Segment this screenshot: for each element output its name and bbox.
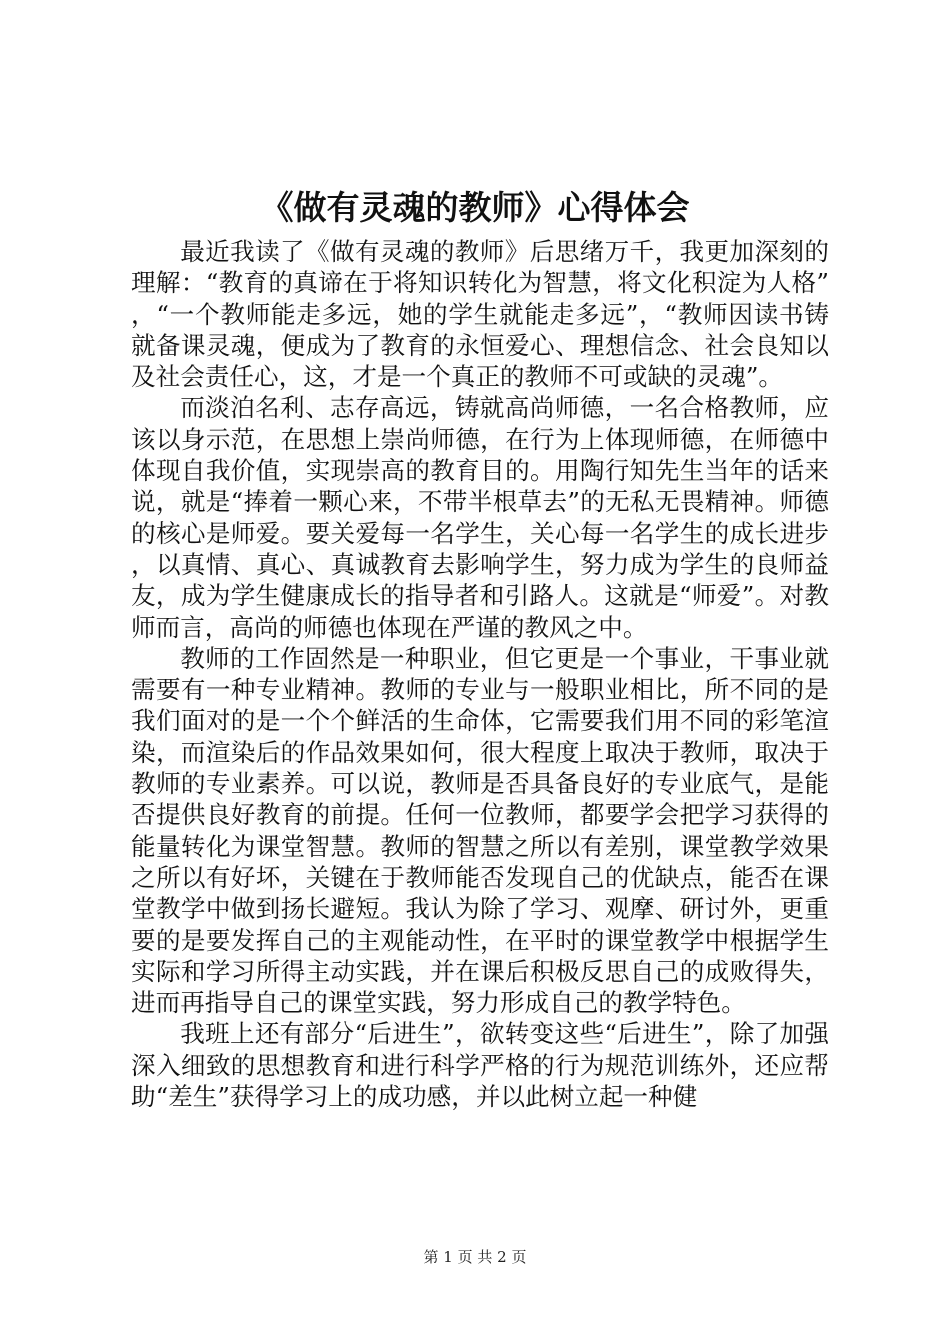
paragraph-2: 而淡泊名利、志存高远，铸就高尚师德，一名合格教师，应该以身示范，在思想上崇尚师德，在行为上体现师德，在师德中体现自我价值，实现崇高的教育目的。用陶行知先生当年的话来说，就是“捧着一颗心来，不带半根草去”的无私无畏精神。师德的核心是师爱。要关爱每一名学生，关心每一名学生的成长进步，以真情、真心、真诚教育去影响学生，努力成为学生的良师益友，成为学生健康成长的指导者和引路人。这就是“师爱”。对教师而言，高尚的师德也体现在严谨的教风之中。 [131,393,829,642]
paragraph-4: 我班上还有部分“后进生”，欲转变这些“后进生”，除了加强深入细致的思想教育和进行科学严格的行为规范训练外，还应帮助“差生”获得学习上的成功感，并以此树立起一种健 [131,1019,829,1112]
document-body [131,236,829,1181]
page-number: 第 1 页 共 2 页 [423,1248,527,1266]
page-footer [0,1247,950,1267]
document-title: 《做有灵魂的教师》心得体会 [260,188,690,227]
paragraph-3: 教师的工作固然是一种职业，但它更是一个事业，干事业就需要有一种专业精神。教师的专业与一般职业相比，所不同的是我们面对的是一个个鲜活的生命体，它需要我们用不同的彩笔渲染，而渲染后的作品效果如何，很大程度上取决于教师，取决于教师的专业素养。可以说，教师是否具备良好的专业底气，是能否提供良好教育的前提。任何一位教师，都要学会把学习获得的能量转化为课堂智慧。教师的智慧之所以有差别，课堂教学效果之所以有好坏，关键在于教师能否发现自己的优缺点，能否在课堂教学中做到扬长避短。我认为除了学习、观摩、研讨外，更重要的是要发挥自己的主观能动性，在平时的课堂教学中根据学生实际和学习所得主动实践，并在课后积极反思自己的成败得失，进而再指导自己的课堂实践，努力形成自己的教学特色。 [131,643,829,1018]
paragraph-1: 最近我读了《做有灵魂的教师》后思绪万千，我更加深刻的理解：“教育的真谛在于将知识转化为智慧，将文化积淀为人格”，“一个教师能走多远，她的学生就能走多远”，“教师因读书铸就备课灵魂，便成为了教育的永恒爱心、理想信念、社会良知以及社会责任心，这，才是一个真正的教师不可或缺的灵魂”。 [131,237,829,392]
